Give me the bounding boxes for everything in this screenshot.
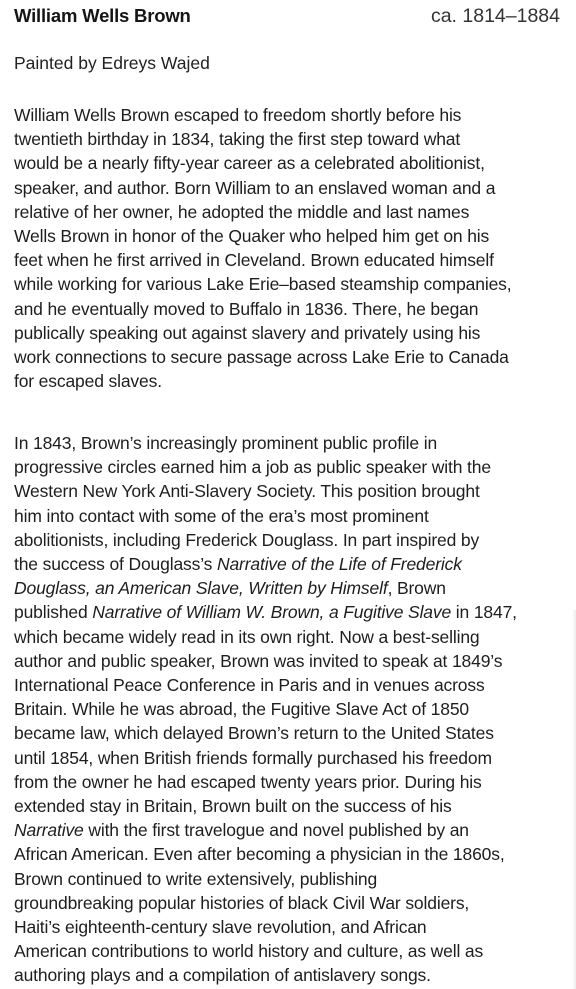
- text-line: Western New York Anti-Slavery Society. This position brought: [14, 481, 480, 502]
- subject-name: William Wells Brown: [14, 5, 191, 26]
- text-line: William Wells Brown escaped to freedom shortly before his: [14, 105, 462, 125]
- text-line: In 1843, Brown’s increasingly prominent public profile in: [14, 433, 438, 453]
- text-line: African American. Even after becoming a physician in the 1860s,: [14, 844, 505, 865]
- text-line: [14, 576, 570, 600]
- text-line: relative of her owner, he adopted the middle and last names: [14, 201, 470, 222]
- text-line: while working for various Lake Erie–based steamship companies,: [14, 274, 512, 295]
- text-line: became law, which delayed Brown’s return to the United States: [14, 723, 494, 744]
- text-run: in 1847,: [451, 602, 517, 623]
- text-line: [14, 818, 570, 842]
- book-title-run: Narrative of William W. Brown, a Fugitive Slave: [92, 602, 452, 623]
- header: [14, 4, 560, 28]
- text-line: from the owner he had escaped twenty years prior. During his: [14, 771, 482, 792]
- book-title-run: Narrative: [14, 820, 84, 841]
- text-line: Brown continued to write extensively, publishing: [14, 868, 378, 889]
- text-run: with the first travelogue and novel published by an: [83, 820, 469, 841]
- text-line: extended stay in Britain, Brown built on the success of his: [14, 796, 452, 817]
- text-line: speaker, and author. Born William to an enslaved woman and a: [14, 177, 496, 198]
- painter-credit: Painted by Edreys Wajed: [14, 53, 210, 73]
- text-line: [14, 600, 570, 624]
- text-line: would be a nearly fifty-year career as a celebrated abolitionist,: [14, 153, 485, 174]
- book-title-run: Douglass, an American Slave, Written by Himself: [14, 578, 388, 599]
- text-line: progressive circles earned him a job as public speaker with the: [14, 457, 491, 478]
- text-line: Britain. While he was abroad, the Fugitive Slave Act of 1850: [14, 699, 470, 720]
- text-line: Haiti’s eighteenth-century slave revolution, and African: [14, 917, 427, 938]
- text-line: feet when he first arrived in Cleveland. Brown educated himself: [14, 250, 494, 271]
- text-line: twentieth birthday in 1834, taking the first step toward what: [14, 129, 461, 150]
- text-run: published: [14, 602, 93, 623]
- text-line: and he eventually moved to Buffalo in 1836. There, he began: [14, 298, 479, 319]
- text-line: author and public speaker, Brown was invited to speak at 1849’s: [14, 650, 503, 671]
- text-line: which became widely read in its own right. Now a best-selling: [14, 626, 480, 647]
- text-line: [14, 552, 570, 576]
- page-edge-shadow: [572, 610, 576, 989]
- text-run: , Brown: [387, 578, 446, 599]
- text-line: authoring plays and a compilation of antislavery songs.: [14, 965, 431, 986]
- text-line: abolitionists, including Frederick Douglass. In part inspired by: [14, 529, 480, 550]
- text-line: him into contact with some of the era’s most prominent: [14, 505, 429, 526]
- text-line: Wells Brown in honor of the Quaker who helped him get on his: [14, 226, 490, 247]
- book-title-run: Narrative of the Life of Frederick: [216, 554, 462, 575]
- text-line: until 1854, when British friends formally purchased his freedom: [14, 747, 492, 768]
- text-line: American contributions to world history and culture, as well as: [14, 941, 484, 962]
- text-line: publically speaking out against slavery and privately using his: [14, 322, 481, 343]
- text-line: for escaped slaves.: [14, 371, 162, 392]
- biography-paragraph-1: [14, 103, 570, 393]
- text-run: the success of Douglass’s: [14, 554, 217, 575]
- life-dates: ca. 1814–1884: [430, 5, 560, 27]
- biography-paragraph-2: [14, 431, 570, 988]
- text-line: International Peace Conference in Paris and in venues across: [14, 675, 485, 696]
- text-line: work connections to secure passage across Lake Erie to Canada: [14, 347, 509, 368]
- text-line: groundbreaking popular histories of black Civil War soldiers,: [14, 892, 470, 913]
